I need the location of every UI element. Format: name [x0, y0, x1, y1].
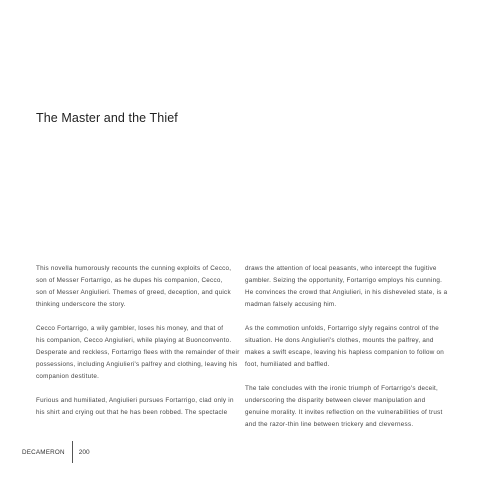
footer-divider: [72, 441, 73, 463]
page-footer: [22, 442, 90, 462]
paragraph: Cecco Fortarrigo, a wily gambler, loses his money, and that of his companion, Cecco Angiulieri, while playing at Buonconvento. Desperate and reckless, Fortarrigo flees with the remainder of their possessions, including Angiulieri's palfrey and clothing, leaving his companion destitute.: [36, 325, 240, 380]
paragraph: This novella humorously recounts the cunning exploits of Cecco, son of Messer Fortarrigo, as he dupes his companion, Cecco, son of Messer Angiulieri. Themes of greed, deception, and quick thinking underscore the story.: [36, 265, 232, 308]
page-number: 200: [78, 448, 90, 456]
text-column-right: [245, 263, 455, 443]
paragraph: As the commotion unfolds, Fortarrigo slyly regains control of the situation. He dons Angiulieri's clothes, mounts the palfrey, and makes a swift escape, leaving his hapless companion to follow on foot, humiliated and baffled.: [245, 325, 445, 368]
paragraph: The tale concludes with the ironic triumph of Fortarrigo's deceit, underscoring the disparity between clever manipulation and genuine morality. It invites reflection on the vulnerabilities of trust and the razor-thin line between trickery and cleverness.: [245, 385, 443, 428]
paragraph: draws the attention of local peasants, who intercept the fugitive gambler. Seizing the opportunity, Fortarrigo employs his cunning. He convinces the crowd that Angiulieri, in his disheveled state, is a madman falsely accusing him.: [245, 265, 448, 308]
running-title: DECAMERON: [22, 448, 65, 456]
page-title: The Master and the Thief: [36, 111, 178, 125]
paragraph: Furious and humiliated, Angiulieri pursues Fortarrigo, clad only in his shirt and crying out that he has been robbed. The spectacle: [36, 397, 234, 416]
text-column-left: [36, 263, 246, 431]
